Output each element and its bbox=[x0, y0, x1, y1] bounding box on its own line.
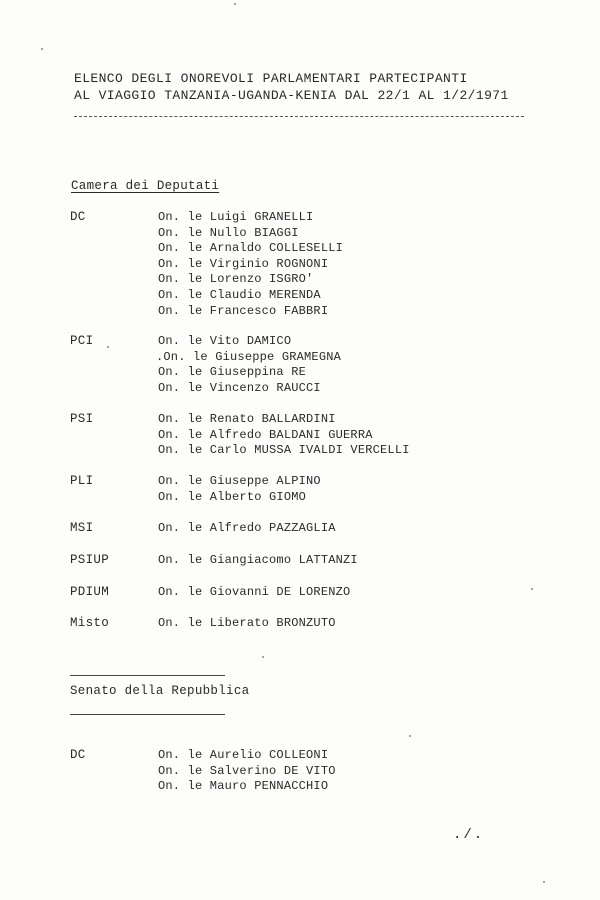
member-name: On. le Salverino DE VITO bbox=[158, 763, 336, 778]
member-list bbox=[158, 474, 321, 505]
member-name: On. le Virginio ROGNONI bbox=[158, 256, 329, 271]
member-list bbox=[156, 334, 341, 396]
member-name: On. le Giovanni DE LORENZO bbox=[158, 585, 351, 599]
party-label: PSI bbox=[70, 412, 94, 426]
member-name: On. le Alfredo PAZZAGLIA bbox=[158, 521, 336, 535]
member-list bbox=[158, 521, 336, 537]
scan-speck bbox=[262, 656, 264, 658]
member-name: On. le Giuseppe ALPINO bbox=[158, 474, 321, 488]
member-name: On. le Giangiacomo LATTANZI bbox=[158, 553, 358, 567]
member-name: On. le Aurelio COLLEONI bbox=[158, 748, 329, 762]
party-label: PSIUP bbox=[70, 553, 110, 567]
party-label: MSI bbox=[70, 521, 94, 535]
title-line-2: AL VIAGGIO TANZANIA-UGANDA-KENIA DAL 22/1 AL 1/2/1971 bbox=[74, 88, 509, 103]
member-name: On. le Renato BALLARDINI bbox=[158, 412, 336, 426]
senato-rule-top bbox=[70, 675, 225, 676]
member-list bbox=[158, 585, 350, 601]
party-label: PLI bbox=[70, 474, 94, 488]
document-title bbox=[74, 70, 544, 104]
member-name: On. le Nullo BIAGGI bbox=[158, 225, 299, 240]
party-label: DC bbox=[70, 210, 86, 224]
scan-speck bbox=[41, 48, 43, 50]
title-line-1: ELENCO DEGLI ONOREVOLI PARLAMENTARI PARTECIPANTI bbox=[74, 71, 468, 86]
member-name: On. le Mauro PENNACCHIO bbox=[158, 779, 329, 794]
party-label: PDIUM bbox=[70, 585, 110, 599]
member-name: On. le Francesco FABBRI bbox=[158, 303, 329, 318]
member-name: On. le Lorenzo ISGRO' bbox=[158, 272, 314, 287]
member-name: On. le Giuseppina RE bbox=[158, 365, 307, 380]
member-list bbox=[158, 412, 410, 459]
member-name: On. le Alberto GIOMO bbox=[158, 489, 307, 504]
camera-heading: Camera dei Deputati bbox=[71, 179, 220, 193]
member-list bbox=[158, 748, 336, 795]
scan-speck bbox=[234, 3, 236, 5]
member-name: On. le Carlo MUSSA IVALDI VERCELLI bbox=[158, 443, 410, 458]
member-name: On. le Luigi GRANELLI bbox=[158, 210, 314, 224]
member-name: On. le Claudio MERENDA bbox=[158, 287, 321, 302]
member-name: .On. le Giuseppe GRAMEGNA bbox=[156, 349, 342, 364]
title-rule bbox=[74, 116, 524, 117]
party-label: PCI bbox=[70, 334, 94, 348]
party-label: DC bbox=[70, 748, 86, 762]
scan-speck bbox=[107, 346, 109, 348]
member-name: On. le Liberato BRONZUTO bbox=[158, 616, 336, 630]
senato-heading: Senato della Repubblica bbox=[70, 684, 250, 698]
continuation-mark: ./. bbox=[453, 827, 485, 843]
scan-speck bbox=[543, 881, 545, 883]
member-name: On. le Vincenzo RAUCCI bbox=[158, 380, 321, 395]
scan-speck bbox=[531, 588, 533, 590]
member-name: On. le Alfredo BALDANI GUERRA bbox=[158, 427, 373, 442]
member-name: On. le Vito DAMICO bbox=[158, 334, 292, 348]
member-name: On. le Arnaldo COLLESELLI bbox=[158, 241, 344, 256]
member-list bbox=[158, 616, 336, 632]
senato-rule-bottom bbox=[70, 714, 225, 715]
member-list bbox=[158, 553, 358, 569]
member-list bbox=[158, 210, 343, 319]
scan-speck bbox=[409, 735, 411, 737]
party-label: Misto bbox=[70, 616, 110, 630]
